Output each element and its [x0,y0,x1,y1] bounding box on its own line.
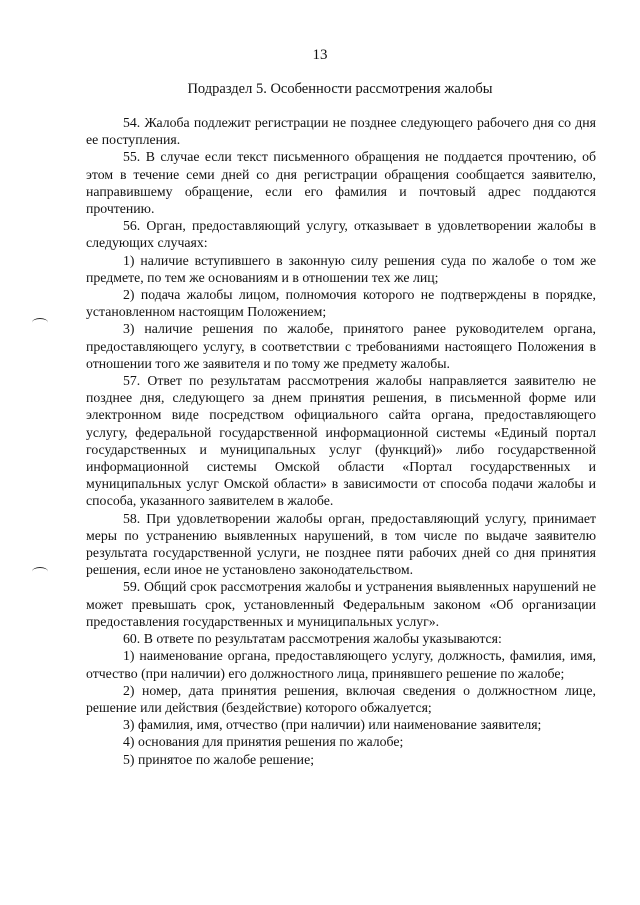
section-title: Подраздел 5. Особенности рассмотрения жалобы [187,81,493,97]
paragraph-57: 57. Ответ по результатам рассмотрения жалобы направляется заявителю не позднее дня, следующего за днем принятия решения, в письменной форме или электронном виде посредством официального сайта органа, предоставляющего услугу, федеральной государственной информационной системы «Единый портал государственных и муниципальных услуг (функций)» либо государственной информационной системы Омской области «Портал государственных и муниципальных услуг Омской области» в зависимости от способа подачи жалобы и способа, указанного заявителем в жалобе. [86,373,596,509]
paragraph-54: 54. Жалоба подлежит регистрации не позднее следующего рабочего дня со дня ее поступления. [86,115,596,148]
paragraph-60-item-5: 5) принятое по жалобе решение; [123,751,315,767]
paragraph-56-item-2: 2) подача жалобы лицом, полномочия которого не подтверждены в порядке, установленном настоящим Положением; [86,287,596,320]
margin-mark [32,318,48,327]
paragraph-56-item-1: 1) наличие вступившего в законную силу решения суда по жалобе о том же предмете, по тем же основаниям и в отношении тех же лиц; [86,252,596,285]
document-body [86,114,596,768]
page-number: 13 [312,47,328,63]
paragraph-56: 56. Орган, предоставляющий услугу, отказывает в удовлетворении жалобы в следующих случаях: [86,218,596,251]
paragraph-59: 59. Общий срок рассмотрения жалобы и устранения выявленных нарушений не может превышать срок, установленный Федеральным законом «Об организации предоставления государственных и муниципальных услуг». [86,579,596,629]
paragraph-58: 58. При удовлетворении жалобы орган, предоставляющий услугу, принимает меры по устранению выявленных нарушений, в том числе по выдаче заявителю результата государственной услуги, не позднее пяти рабочих дней со дня принятия решения, если иное не установлено законодательством. [86,510,596,578]
paragraph-60-item-2: 2) номер, дата принятия решения, включая сведения о должностном лице, решение или действия (бездействие) которого обжалуется; [86,682,596,715]
paragraph-55: 55. В случае если текст письменного обращения не поддается прочтению, об этом в течение семи дней со дня регистрации обращения сообщается заявителю, направившему обращение, если его фамилия и почтовый адрес поддаются прочтению. [86,149,596,217]
paragraph-60-item-3: 3) фамилия, имя, отчество (при наличии) или наименование заявителя; [123,717,542,733]
paragraph-60-item-4: 4) основания для принятия решения по жалобе; [123,734,404,750]
paragraph-60: 60. В ответе по результатам рассмотрения жалобы указываются: [123,631,502,647]
margin-mark [32,567,48,576]
paragraph-60-item-1: 1) наименование органа, предоставляющего услугу, должность, фамилия, имя, отчество (при наличии) его должностного лица, принявшего решение по жалобе; [86,648,596,681]
paragraph-56-item-3: 3) наличие решения по жалобе, принятого ранее руководителем органа, предоставляющего услугу, в соответствии с требованиями настоящего Положения в отношении того же заявителя и по тому же предмету жалобы. [86,321,596,371]
